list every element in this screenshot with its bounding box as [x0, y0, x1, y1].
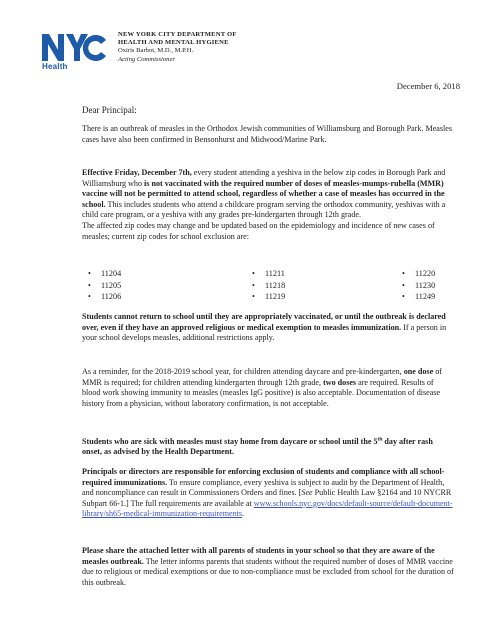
requirements-link[interactable]: www.schools.nyc.gov/docs/default-source/default-document-library/sh65-medical-immunization-requirements	[82, 498, 453, 519]
agency-name-line-1: NEW YORK CITY DEPARTMENT OF	[118, 31, 237, 38]
logo-health-label: Health	[42, 62, 68, 71]
agency-block	[118, 31, 237, 64]
sick-rule-text: Students who are sick with measles must stay home from daycare or school until the 5	[82, 436, 378, 446]
share-request-text: Please share the attached letter with all parents of students in your school so that they are aware of the measles outbreak.	[82, 546, 435, 566]
zip-code: • 11249	[402, 291, 435, 303]
superscript: th	[377, 436, 383, 442]
paragraph-enforcement	[82, 467, 454, 520]
paragraph-text: Public Health Law §2164 and 10 NYCRR Subpart 66-1.] The full requirements are available at	[82, 488, 452, 508]
paragraph-outbreak	[82, 124, 454, 145]
zip-column-1	[88, 268, 121, 303]
paragraph-share-letter	[82, 546, 454, 588]
zip-code: • 11230	[402, 280, 435, 292]
paragraph-text: .	[242, 509, 245, 519]
zip-code: • 11211	[252, 268, 285, 280]
paragraph-dose-requirements	[82, 367, 454, 409]
zip-code: • 11219	[252, 291, 285, 303]
commissioner-title: Acting Commissioner	[118, 55, 175, 63]
salutation: Dear Principal:	[82, 105, 137, 115]
commissioner-name: Oxiris Barbot, M.D., M.P.H.	[118, 47, 194, 55]
paragraph-text: To ensure compliance, every yeshiva is subject to audit by the Department of Health, and noncompliance can result in Commissioners Orders and fines. [	[82, 477, 445, 498]
letter-date: December 6, 2018	[396, 81, 460, 91]
paragraph-text: every student attending a yeshiva in the below zip codes in Borough Park and Williamsburg who	[82, 168, 446, 188]
paragraph-text: are required. Results of blood work showing immunity to measles (measles IgG positive) is also acceptable. Documentation of disease history from a physician, without laboratory confirmation, is not acceptable.	[82, 377, 441, 408]
paragraph-text: This includes students who attend a childcare program serving the orthodox community, yeshivas with a child care program, or a yeshiva with any grades pre-kindergarten through 12th grade.	[82, 199, 446, 220]
paragraph-text: As a reminder, for the 2018-2019 school year, for children attending daycare and pre-kindergarten,	[82, 367, 404, 376]
enforcement-text: Principals or directors are responsible for enforcing exclusion of students and compliance with all school-required immunizations.	[82, 467, 445, 487]
exclusion-rule-text: is not vaccinated with the required number of doses of measles-mumps-rubella (MMR) vaccine will not be permitted to attend school, regardless of whether a case of measles has occurred in the school.	[82, 178, 445, 209]
zip-code: • 11218	[252, 280, 285, 292]
sick-rule-text: day after rash onset, as advised by the Health Department.	[82, 436, 433, 457]
paragraph-text: The affected zip codes may change and be updated based on the epidemiology and incidence of new cases of measles; current zip codes for school exclusion are:	[82, 220, 435, 241]
paragraph-effective	[82, 168, 454, 242]
return-policy-text: Students cannot return to school until they are appropriately vaccinated, or until the outbreak is declared over, even if they have an approved religious or medical exemption to measles immunization.	[82, 312, 446, 332]
one-dose-text: one dose	[403, 367, 434, 376]
zip-code: • 11205	[88, 280, 121, 292]
paragraph-text: The letter informs parents that students without the required number of doses of MMR vaccine due to religious or medical exemptions or due to non-compliance must be excluded from school for the duration of this outbreak.	[82, 556, 454, 587]
agency-name-line-2: HEALTH AND MENTAL HYGIENE	[118, 39, 229, 47]
zip-code: • 11220	[402, 268, 435, 280]
paragraph-sick-students	[82, 434, 454, 458]
two-doses-text: two doses	[323, 377, 357, 387]
zip-code: • 11204	[88, 268, 121, 280]
effective-date-text: Effective Friday, December 7th,	[82, 168, 192, 177]
zip-code: • 11206	[88, 291, 121, 303]
zip-column-3	[402, 268, 435, 303]
paragraph-text: There is an outbreak of measles in the Orthodox Jewish communities of Williamsburg and Borough Park. Measles cases have also been confirmed in Bensonhurst and Midwood/Marine Park.	[82, 124, 453, 144]
paragraph-text: of MMR is required; for children attending kindergarten through 12th grade,	[82, 367, 442, 387]
see-text: See	[301, 488, 313, 498]
paragraph-return-policy	[82, 312, 454, 344]
paragraph-text: If a person in your school develops measles, additional restrictions apply.	[82, 322, 447, 343]
zip-column-2	[252, 268, 285, 303]
